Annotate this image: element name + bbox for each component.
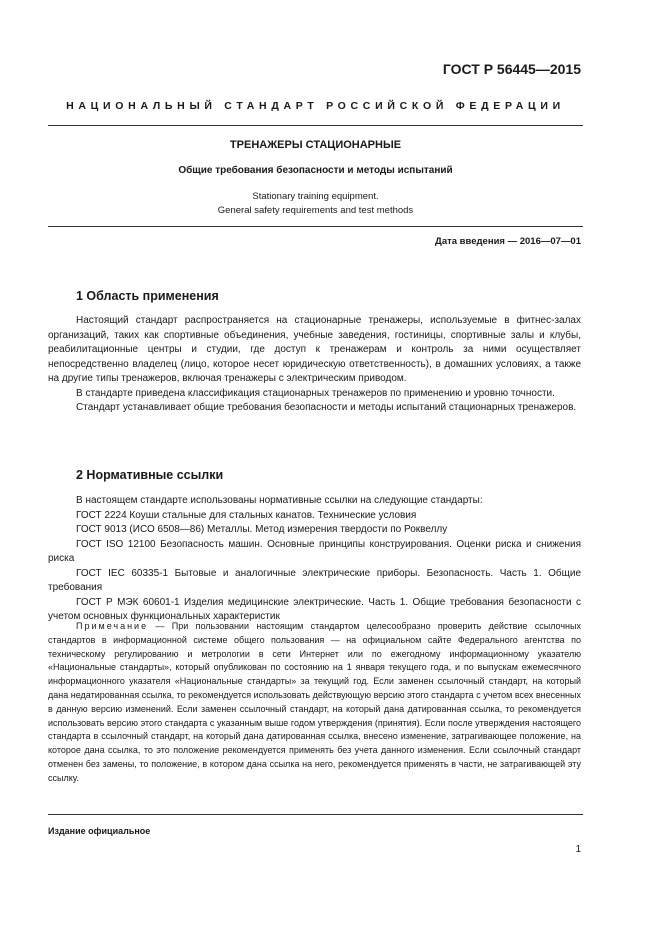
introduction-date: Дата введения — 2016—07—01 — [435, 236, 581, 247]
reference-item: ГОСТ 9013 (ИСО 6508—86) Металлы. Метод измерения твердости по Роквеллу — [76, 524, 448, 535]
edition-label: Издание официальное — [48, 826, 151, 836]
note-label: Примечание — [76, 621, 149, 631]
document-subtitle-ru: Общие требования безопасности и методы испытаний — [178, 165, 453, 176]
national-standard-heading: НАЦИОНАЛЬНЫЙ СТАНДАРТ РОССИЙСКОЙ ФЕДЕРАЦИИ — [66, 100, 565, 112]
reference-item: ГОСТ 2224 Коуши стальные для стальных канатов. Технические условия — [76, 509, 417, 521]
document-title-en — [48, 190, 583, 217]
section-2-body — [48, 494, 581, 625]
reference-item: ГОСТ Р МЭК 60601-1 Изделия медицинские электрические. Часть 1. Общие требования безопасности с учетом основных функциональных характеристик — [48, 596, 581, 622]
footer-divider — [48, 814, 583, 815]
document-number: ГОСТ Р 56445—2015 — [442, 61, 581, 77]
reference-item: ГОСТ IEC 60335-1 Бытовые и аналогичные электрические приборы. Безопасность. Часть 1. Общие требования — [48, 567, 581, 593]
title-en-line-1: Stationary training equipment. — [252, 191, 379, 202]
document-title-ru: ТРЕНАЖЕРЫ СТАЦИОНАРНЫЕ — [229, 139, 402, 151]
note-paragraph — [48, 620, 581, 786]
section-1-heading: 1 Область применения — [76, 289, 219, 303]
section-1-body — [48, 314, 581, 416]
reference-item: ГОСТ ISO 12100 Безопасность машин. Основные принципы конструирования. Оценки риска и снижения риска — [48, 538, 581, 564]
top-divider — [48, 125, 583, 126]
section-2-heading: 2 Нормативные ссылки — [76, 468, 224, 482]
paragraph: Стандарт устанавливает общие требования безопасности и методы испытаний стационарных тренажеров. — [76, 402, 577, 413]
title-divider — [48, 226, 583, 227]
paragraph: В стандарте приведена классификация стационарных тренажеров по применению и уровню точности. — [76, 387, 555, 399]
title-en-line-2: General safety requirements and test methods — [217, 204, 414, 216]
page-number: 1 — [575, 844, 581, 855]
paragraph: Настоящий стандарт распространяется на стационарные тренажеры, используемые в фитнес-залах организаций, таких как спортивные объединения, учебные заведения, гостиницы, спортивные залы и клубы, реабилитационные центры и студии, где доступ к тренажерам и контроль за ними осуществляет непосредственно владелец (лицо, которое несет юридическую ответственность), в домашних условиях, а также на другие типы тренажеров, включая тренажеры с электрическим приводом. — [48, 315, 581, 384]
note-text: — При пользовании настоящим стандартом целесообразно проверить действие ссылочных стандартов в информационной системе общего пользования — на официальном сайте Федерального агентства по техническому регулированию и метрологии в сети Интернет или по ежегодному информационному указателю «Национальные стандарты», который опубликован по состоянию на 1 января текущего года, и по выпускам ежемесячного информационного указателя «Национальные стандарты» за текущий год. Если заменен ссылочный стандарт, на который дана недатированная ссылка, то рекомендуется использовать действующую версию этого стандарта с учетом всех внесенных в данную версию изменений. Если заменен ссылочный стандарт, на который дана датированная ссылка, то рекомендуется использовать версию этого стандарта с указанным выше годом утверждения (принятия). Если после утверждения настоящего стандарта в ссылочный стандарт, на который дана датированная ссылка, внесено изменение, затрагивающее положение, на которое дана ссылка, то это положение рекомендуется применять без учета данного изменения. Если ссылочный стандарт отменен без замены, то положение, в котором дана ссылка на него, рекомендуется применять в части, не затрагивающей эту ссылку. — [48, 621, 581, 783]
paragraph: В настоящем стандарте использованы нормативные ссылки на следующие стандарты: — [76, 495, 483, 506]
